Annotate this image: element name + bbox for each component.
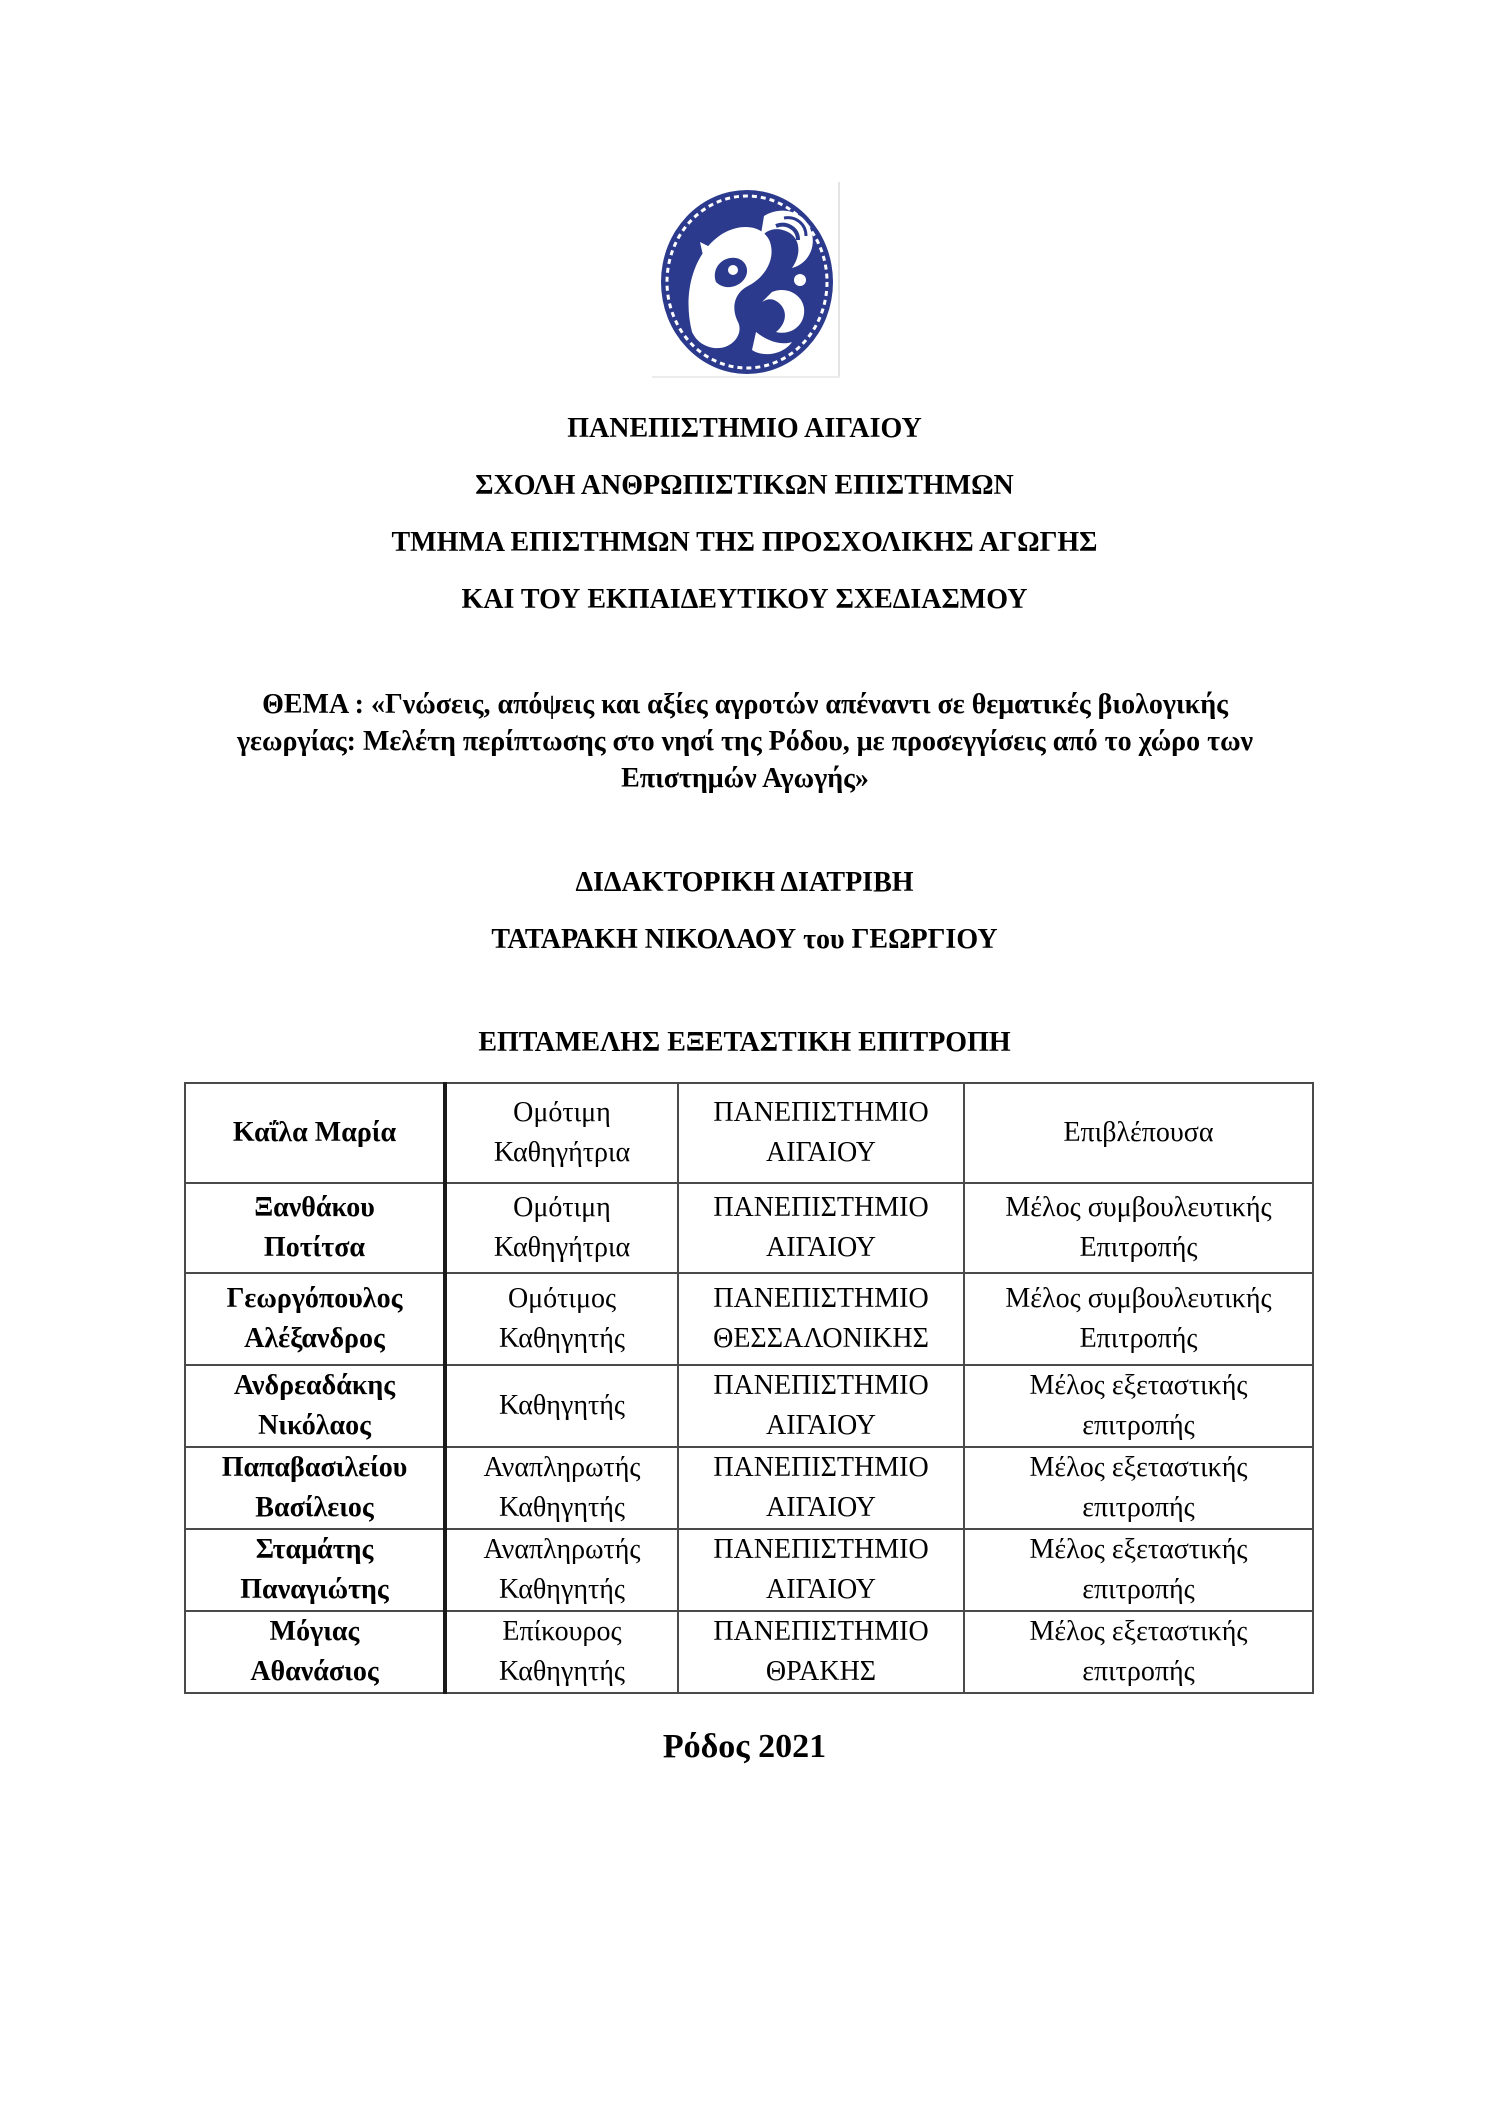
university-seal-icon <box>652 182 846 378</box>
member-rank: Καθηγητής <box>499 1323 625 1354</box>
committee-row <box>185 1529 1313 1611</box>
member-role: επιτροπής <box>1082 1656 1195 1687</box>
member-rank: Καθηγητής <box>499 1574 625 1605</box>
member-university: ΠΑΝΕΠΙΣΤΗΜΙΟ <box>713 1616 929 1647</box>
school-name: ΣΧΟΛΗ ΑΝΘΡΩΠΙΣΤΙΚΩΝ ΕΠΙΣΤΗΜΩΝ <box>475 470 1014 501</box>
member-name-cell <box>185 1273 445 1365</box>
member-rank-cell <box>445 1365 678 1447</box>
member-role-cell <box>964 1365 1313 1447</box>
member-university-cell <box>678 1529 964 1611</box>
thesis-topic-line: Επιστημών Αγωγής» <box>621 763 869 794</box>
member-name: Γεωργόπουλος <box>226 1283 403 1314</box>
member-rank: Καθηγητής <box>499 1390 625 1421</box>
member-rank-cell <box>445 1183 678 1273</box>
committee-row <box>185 1447 1313 1529</box>
member-role: Επιτροπής <box>1079 1323 1198 1354</box>
member-university: ΑΙΓΑΙΟΥ <box>766 1574 876 1605</box>
member-university: ΠΑΝΕΠΙΣΤΗΜΙΟ <box>713 1534 929 1565</box>
member-role: Μέλος συμβουλευτικής <box>1005 1192 1272 1223</box>
member-university: ΑΙΓΑΙΟΥ <box>766 1137 876 1168</box>
member-name: Ανδρεαδάκης <box>233 1370 396 1401</box>
member-role-cell <box>964 1529 1313 1611</box>
committee-table-body <box>185 1083 1313 1693</box>
member-university: ΑΙΓΑΙΟΥ <box>766 1232 876 1263</box>
thesis-topic-line: ΘΕΜΑ : «Γνώσεις, απόψεις και αξίες αγροτών απέναντι σε θεματικές βιολογικής <box>262 689 1228 720</box>
member-role-cell <box>964 1183 1313 1273</box>
member-role: Επιτροπής <box>1079 1232 1198 1263</box>
member-rank: Καθηγητής <box>499 1656 625 1687</box>
member-role: Επιβλέπουσα <box>1063 1117 1214 1148</box>
member-name-cell <box>185 1529 445 1611</box>
member-university: ΠΑΝΕΠΙΣΤΗΜΙΟ <box>713 1452 929 1483</box>
member-name: Ξανθάκου <box>254 1192 375 1223</box>
member-rank-cell <box>445 1273 678 1365</box>
member-rank: Καθηγητής <box>499 1492 625 1523</box>
member-role-cell <box>964 1611 1313 1693</box>
member-role-cell <box>964 1273 1313 1365</box>
thesis-type: ΔΙΔΑΚΤΟΡΙΚΗ ΔΙΑΤΡΙΒΗ <box>575 867 914 898</box>
member-university: ΠΑΝΕΠΙΣΤΗΜΙΟ <box>713 1283 929 1314</box>
member-university: ΘΡΑΚΗΣ <box>765 1656 877 1687</box>
member-role-cell <box>964 1083 1313 1183</box>
thesis-topic <box>190 686 1300 797</box>
member-rank: Καθηγήτρια <box>493 1137 631 1168</box>
member-name: Βασίλειος <box>255 1492 374 1523</box>
logo-frame-edge-bottom <box>652 376 840 378</box>
department-name-line2: ΚΑΙ ΤΟΥ ΕΚΠΑΙΔΕΥΤΙΚΟΥ ΣΧΕΔΙΑΣΜΟΥ <box>461 584 1028 615</box>
member-role: Μέλος εξεταστικής <box>1029 1370 1248 1401</box>
member-rank: Επίκουρος <box>502 1616 622 1647</box>
university-seal-logo <box>652 182 846 378</box>
member-name-cell <box>185 1447 445 1529</box>
member-rank-cell <box>445 1447 678 1529</box>
committee-row <box>185 1183 1313 1273</box>
member-name-cell <box>185 1365 445 1447</box>
member-name-cell <box>185 1611 445 1693</box>
member-rank: Ομότιμος <box>507 1283 617 1314</box>
member-name-cell <box>185 1183 445 1273</box>
member-role: επιτροπής <box>1082 1492 1195 1523</box>
member-university: ΠΑΝΕΠΙΣΤΗΜΙΟ <box>713 1370 929 1401</box>
committee-title: ΕΠΤΑΜΕΛΗΣ ΕΞΕΤΑΣΤΙΚΗ ΕΠΙΤΡΟΠΗ <box>478 1027 1011 1058</box>
committee-row <box>185 1273 1313 1365</box>
member-role: Μέλος συμβουλευτικής <box>1005 1283 1272 1314</box>
university-name: ΠΑΝΕΠΙΣΤΗΜΙΟ ΑΙΓΑΙΟΥ <box>567 413 922 444</box>
committee-table <box>184 1082 1314 1694</box>
member-rank-cell <box>445 1611 678 1693</box>
member-name: Παπαβασιλείου <box>221 1452 408 1483</box>
member-university: ΑΙΓΑΙΟΥ <box>766 1410 876 1441</box>
member-university-cell <box>678 1083 964 1183</box>
member-university: ΑΙΓΑΙΟΥ <box>766 1492 876 1523</box>
member-role-cell <box>964 1447 1313 1529</box>
member-role: επιτροπής <box>1082 1574 1195 1605</box>
member-university-cell <box>678 1447 964 1529</box>
member-name: Μόγιας <box>269 1616 360 1647</box>
member-university-cell <box>678 1183 964 1273</box>
member-university-cell <box>678 1273 964 1365</box>
member-name: Ποτίτσα <box>263 1232 366 1263</box>
member-name: Αλέξανδρος <box>244 1323 385 1354</box>
member-role: επιτροπής <box>1082 1410 1195 1441</box>
place-and-year: Ρόδος 2021 <box>662 1728 827 1765</box>
member-rank: Ομότιμη <box>513 1097 611 1128</box>
committee-row <box>185 1611 1313 1693</box>
member-rank-cell <box>445 1529 678 1611</box>
member-name-cell <box>185 1083 445 1183</box>
committee-row <box>185 1365 1313 1447</box>
member-rank-cell <box>445 1083 678 1183</box>
member-name: Αθανάσιος <box>250 1656 379 1687</box>
member-role: Μέλος εξεταστικής <box>1029 1616 1248 1647</box>
member-university: ΠΑΝΕΠΙΣΤΗΜΙΟ <box>713 1097 929 1128</box>
member-name: Σταμάτης <box>255 1534 374 1565</box>
member-role: Μέλος εξεταστικής <box>1029 1452 1248 1483</box>
member-university: ΠΑΝΕΠΙΣΤΗΜΙΟ <box>713 1192 929 1223</box>
member-rank: Καθηγήτρια <box>493 1232 631 1263</box>
committee-row <box>185 1083 1313 1183</box>
member-name: Καΐλα Μαρία <box>232 1117 397 1148</box>
member-rank: Ομότιμη <box>513 1192 611 1223</box>
thesis-topic-line: γεωργίας: Μελέτη περίπτωσης στο νησί της Ρόδου, με προσεγγίσεις από το χώρο των <box>236 726 1254 757</box>
logo-frame-edge <box>838 182 840 378</box>
member-university-cell <box>678 1611 964 1693</box>
thesis-author: ΤΑΤΑΡΑΚΗ ΝΙΚΟΛΑΟΥ του ΓΕΩΡΓΙΟΥ <box>491 924 998 955</box>
member-name: Νικόλαος <box>258 1410 371 1441</box>
member-university-cell <box>678 1365 964 1447</box>
member-university: ΘΕΣΣΑΛΟΝΙΚΗΣ <box>713 1323 929 1354</box>
member-rank: Αναπληρωτής <box>483 1534 641 1565</box>
member-name: Παναγιώτης <box>240 1574 389 1605</box>
member-role: Μέλος εξεταστικής <box>1029 1534 1248 1565</box>
member-rank: Αναπληρωτής <box>483 1452 641 1483</box>
department-name-line1: ΤΜΗΜΑ ΕΠΙΣΤΗΜΩΝ ΤΗΣ ΠΡΟΣΧΟΛΙΚΗΣ ΑΓΩΓΗΣ <box>391 527 1098 558</box>
